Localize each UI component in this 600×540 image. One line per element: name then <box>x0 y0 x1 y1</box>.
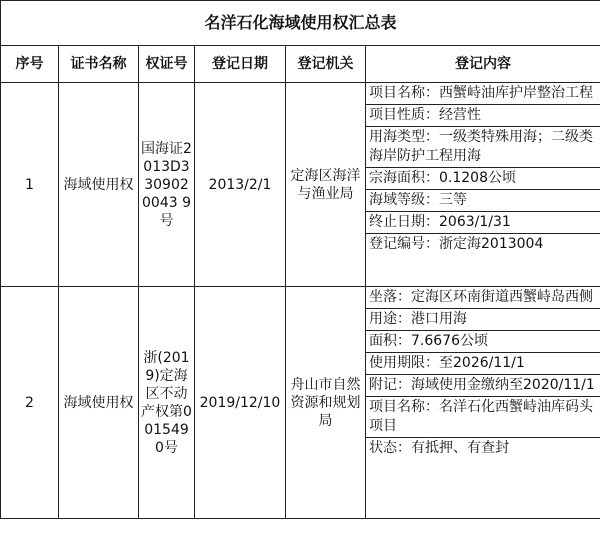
content-line: 附记：海域使用金缴纳至2020/11/1 <box>366 375 600 397</box>
content-line: 宗海面积：0.1208公顷 <box>366 168 600 190</box>
row-cert-name: 海域使用权 <box>59 287 139 519</box>
row-cert-name: 海域使用权 <box>59 83 139 287</box>
header-reg-office: 登记机关 <box>286 46 366 83</box>
content-line: 状态：有抵押、有查封 <box>369 440 509 456</box>
content-line: 坐落：定海区环南街道西蟹峙岛西侧 <box>366 287 600 309</box>
header-content: 登记内容 <box>366 46 600 83</box>
table-title: 名洋石化海域使用权汇总表 <box>1 1 600 46</box>
row-no: 1 <box>1 83 59 287</box>
content-line: 终止日期：2063/1/31 <box>366 212 600 234</box>
content-line: 项目名称：西蟹峙油库护岸整治工程 <box>366 83 600 105</box>
row-no: 2 <box>1 287 59 519</box>
row-reg-office: 定海区海洋与渔业局 <box>286 83 366 287</box>
row-cert-no: 浙(2019)定海区不动产权第0015490号 <box>139 287 195 519</box>
header-cert-no: 权证号 <box>139 46 195 83</box>
title-row <box>1 1 600 46</box>
header-row <box>1 46 600 83</box>
header-reg-date: 登记日期 <box>195 46 286 83</box>
content-line: 用海类型：一级类特殊用海；二级类海岸防护工程用海 <box>366 127 600 168</box>
row-content <box>366 83 600 287</box>
content-line: 面积：7.6676公顷 <box>366 331 600 353</box>
row-content <box>366 287 600 519</box>
content-line: 使用期限：至2026/11/1 <box>366 353 600 375</box>
row-reg-office: 舟山市自然资源和规划局 <box>286 287 366 519</box>
table-row <box>1 287 600 519</box>
header-cert-name: 证书名称 <box>59 46 139 83</box>
content-line: 项目名称：名洋石化西蟹峙油库码头项目 <box>366 397 600 438</box>
content-line: 海域等级：三等 <box>366 190 600 212</box>
content-line: 用途：港口用海 <box>366 309 600 331</box>
row-reg-date: 2013/2/1 <box>195 83 286 287</box>
table-row <box>1 83 600 287</box>
content-line: 登记编号：浙定海2013004 <box>369 236 544 252</box>
content-line: 项目性质：经营性 <box>366 105 600 127</box>
header-no: 序号 <box>1 46 59 83</box>
content-list <box>366 287 600 459</box>
content-list <box>366 83 600 255</box>
row-reg-date: 2019/12/10 <box>195 287 286 519</box>
row-cert-no: 国海证2013D3309020043 9号 <box>139 83 195 287</box>
